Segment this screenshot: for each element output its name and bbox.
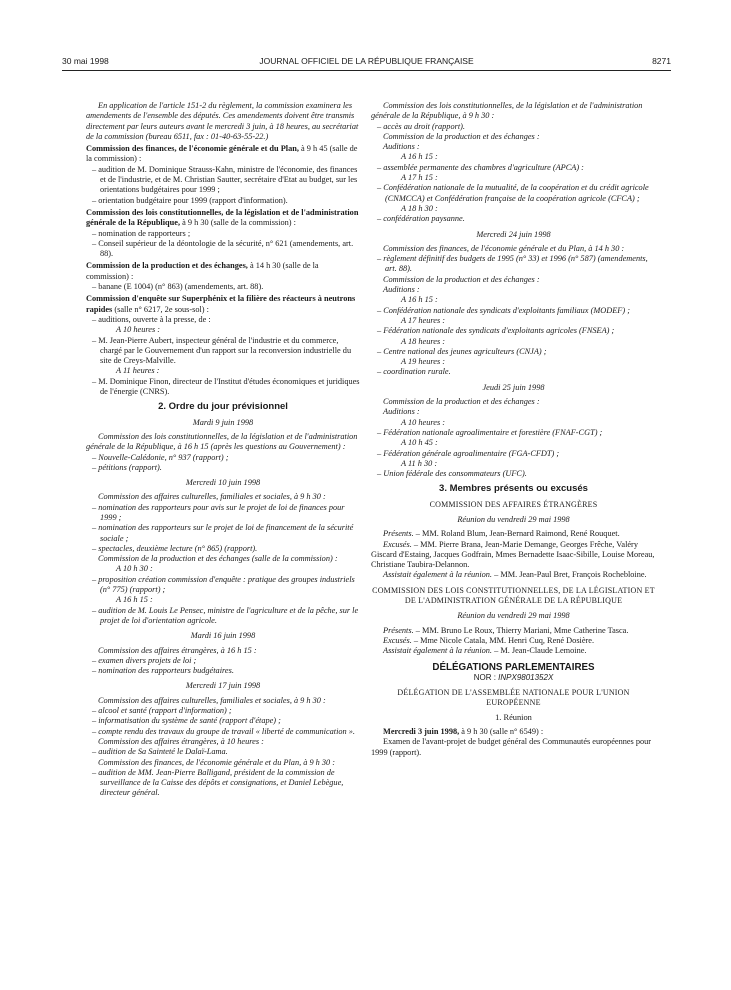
time-label: A 16 h 15 : [116, 595, 153, 605]
date-heading: Mercredi 24 juin 1998 [476, 229, 551, 239]
time-label: A 10 heures : [401, 417, 446, 427]
list-item: – examen divers projets de loi ; [92, 655, 197, 665]
journal-title: JOURNAL OFFICIEL DE LA RÉPUBLIQUE FRANÇAISE [259, 56, 474, 66]
commission-line: Commission des lois constitutionnelles, de la législation et de l'administration générale de la République, à 9 h 30 : [371, 101, 643, 121]
list-item: – nomination des rapporteurs pour avis sur le projet de loi de finances pour 1999 ; [92, 502, 345, 522]
list-item: – Confédération nationale des syndicats d'exploitants familiaux (MODEF) ; [377, 305, 630, 315]
list-item: – Confédération nationale de la mutualité, de la coopération et du crédit agricole (CNMCCA) et Confédération française de la coopération agricole (CFCA) ; [377, 183, 649, 203]
commission-line: Commission des affaires culturelles, familiales et sociales, à 9 h 30 : [98, 695, 326, 705]
delegation-caps: DÉLÉGATION DE L'ASSEMBLÉE NATIONALE POUR L'UNION EUROPÉENNE [397, 688, 630, 708]
left-column [86, 101, 360, 799]
time-label: A 16 h 15 : [401, 152, 438, 162]
commission-line: Commission des lois constitutionnelles, de la législation et de l'administration générale de la République, à 16 h 15 (après les questions au Gouvernement) : [86, 431, 358, 452]
assistait-line: Assistait également à la réunion. – M. Jean-Claude Lemoine. [383, 646, 587, 656]
date-heading: Mardi 16 juin 1998 [190, 631, 256, 641]
list-item: – Fédération nationale des syndicats d'exploitants agricoles (FNSEA) ; [377, 326, 615, 336]
list-item: – alcool et santé (rapport d'information) ; [92, 706, 232, 716]
list-item: – proposition création commission d'enquête : pratique des groupes industriels (n° 775) (rapport) ; [92, 574, 355, 595]
reunion-date: Réunion du vendredi 29 mai 1998 [457, 514, 570, 524]
list-item: – assemblée permanente des chambres d'agriculture (APCA) : [377, 162, 584, 172]
list-item: – Union fédérale des consommateurs (UFC). [377, 469, 527, 479]
time-label: A 11 h 30 : [401, 458, 438, 468]
finances-heading: Commission des finances, de l'économie générale et du Plan, à 9 h 45 (salle de la commission) : [86, 144, 358, 164]
list-item: – banane (E 1004) (n° 863) (amendements, art. 88). [92, 282, 264, 292]
time-label: A 10 h 45 : [401, 438, 438, 448]
auditions-label: Auditions : [383, 142, 420, 152]
list-item: – nomination de rapporteurs ; [92, 228, 191, 238]
time-label: A 11 heures : [116, 366, 160, 376]
list-item: – Nouvelle-Calédonie, n° 937 (rapport) ; [92, 452, 229, 462]
time-label: A 17 heures : [401, 315, 446, 325]
list-item: – orientation budgétaire pour 1999 (rapport d'information). [92, 195, 288, 205]
excuses-line: Excusés. – Mme Nicole Catala, MM. Henri Cuq, René Dosière. [383, 635, 595, 645]
commission-caps: COMMISSION DES LOIS CONSTITUTIONNELLES, DE LA LÉGISLATION ET DE L'ADMINISTRATION GÉNÉRALE DE LA RÉPUBLIQUE [372, 585, 655, 606]
time-label: A 18 h 30 : [401, 203, 438, 213]
presents-line: Présents. – MM. Roland Blum, Jean-Bernard Raimond, René Rouquet. [383, 529, 620, 539]
list-item: – confédération paysanne. [377, 214, 465, 224]
list-item: – audition de Sa Sainteté le Dalaï-Lama. [92, 747, 228, 757]
date-heading: Mercredi 10 juin 1998 [185, 478, 261, 488]
reunion-line: Mercredi 3 juin 1998, à 9 h 30 (salle n° 6549) : [383, 727, 544, 737]
assistait-line: Assistait également à la réunion. – MM. Jean-Paul Bret, François Rochebloine. [383, 570, 647, 580]
list-item: – M. Dominique Finon, directeur de l'Institut d'études économiques et juridiques de l'énergie (CNRS). [92, 376, 360, 397]
time-label: A 10 h 30 : [116, 564, 153, 574]
commission-line: Commission de la production et des échanges (salle de la commission) : [98, 554, 338, 564]
commission-line: Commission de la production et des échanges : [383, 397, 540, 407]
list-item: – auditions, ouverte à la presse, de : [92, 314, 211, 324]
time-label: A 16 h 15 : [401, 295, 438, 305]
date-heading: Mardi 9 juin 1998 [192, 417, 254, 427]
commission-line: Commission des finances, de l'économie générale et du Plan, à 14 h 30 : [383, 243, 625, 253]
commission-caps: COMMISSION DES AFFAIRES ÉTRANGÈRES [429, 499, 598, 509]
date-heading: Jeudi 25 juin 1998 [482, 382, 545, 392]
auditions-label: Auditions : [383, 407, 420, 417]
list-item: – pétitions (rapport). [92, 462, 162, 472]
commission-line: Commission des affaires étrangères, à 10 heures : [98, 736, 264, 746]
list-item: – coordination rurale. [377, 367, 451, 377]
page-header [62, 56, 671, 68]
ordre-heading: 2. Ordre du jour prévisionnel [158, 401, 288, 413]
list-item: – nomination des rapporteurs budgétaires. [92, 666, 234, 676]
list-item: – informatisation du système de santé (rapport d'étape) ; [92, 716, 281, 726]
production-heading: Commission de la production et des échanges, à 14 h 30 (salle de la commission) : [86, 261, 319, 281]
list-item: – nomination des rapporteurs sur le projet de loi de financement de la sécurité sociale ; [92, 523, 354, 543]
list-item: – accès au droit (rapport). [377, 121, 465, 131]
list-item: – Fédération nationale agroalimentaire et forestière (FNAF-CGT) ; [377, 427, 603, 437]
list-item: – audition de M. Louis Le Pensec, ministre de l'agriculture et de la pêche, sur le projet de loi d'orientation agricole. [92, 605, 359, 625]
list-item: – M. Jean-Pierre Aubert, inspecteur général de l'industrie et du commerce, chargé par le Gouvernement d'un rapport sur la reconversion industrielle du site de Creys-Malville. [92, 335, 352, 366]
nor-line: NOR : INPX9801352X [473, 672, 554, 682]
list-item: – Conseil supérieur de la déontologie de la sécurité, n° 621 (amendements, art. 88). [92, 238, 354, 259]
time-label: A 19 heures : [401, 357, 446, 367]
page-number: 8271 [652, 56, 671, 66]
time-label: A 10 heures : [116, 325, 161, 335]
commission-line: Commission de la production et des échanges : [383, 131, 540, 141]
commission-line: Commission de la production et des échanges : [383, 274, 540, 284]
auditions-label: Auditions : [383, 285, 420, 295]
date-heading: Mercredi 17 juin 1998 [185, 681, 261, 691]
list-item: – compte rendu des travaux du groupe de travail « liberté de communication ». [92, 726, 355, 736]
right-column [371, 101, 656, 758]
delegations-heading: DÉLÉGATIONS PARLEMENTAIRES [432, 661, 595, 673]
commission-line: Commission des affaires étrangères, à 16 h 15 : [98, 645, 257, 655]
commission-line: Commission des affaires culturelles, familiales et sociales, à 9 h 30 : [98, 492, 326, 502]
list-item: – audition de MM. Jean-Pierre Balligand, président de la commission de surveillance de la Caisse des dépôts et consignations, et Daniel Lebègue, directeur général. [92, 767, 344, 798]
commission-line: Commission des finances, de l'économie générale et du Plan, à 9 h 30 : [98, 757, 336, 767]
header-rule [62, 70, 671, 71]
time-label: A 17 h 15 : [401, 173, 438, 183]
reunion-date: Réunion du vendredi 29 mai 1998 [457, 611, 570, 621]
list-item: – spectacles, deuxième lecture (n° 865) (rapport). [92, 543, 258, 553]
list-item: – Centre national des jeunes agriculteurs (CNJA) ; [377, 346, 547, 356]
reunion-text: Examen de l'avant-projet de budget général des Communautés européennes pour 1999 (rapport). [371, 737, 652, 757]
lois-heading: Commission des lois constitutionnelles, de la législation et de l'administration générale de la République, à 9 h 30 (salle de la commission) : [86, 207, 359, 228]
list-item: – règlement définitif des budgets de 1995 (n° 33) et 1996 (n° 587) (amendements, art. 88). [377, 254, 648, 274]
intro-paragraph: En application de l'article 151-2 du règlement, la commission examinera les amendements de l'ensemble des députés. Ces amendements doivent être transmis directement par leurs auteurs avant le mercredi 3 juin, à 18 heures, au secrétariat de la commission (bureau 6511, fax : 01-40-63-55-22.) [86, 101, 359, 141]
presents-line: Présents. – MM. Bruno Le Roux, Thierry Mariani, Mme Catherine Tasca. [383, 625, 629, 635]
list-item: – Fédération générale agroalimentaire (FGA-CFDT) ; [377, 448, 560, 458]
time-label: A 18 heures : [401, 336, 446, 346]
enquete-heading: Commission d'enquête sur Superphénix et la filière des réacteurs à neutrons rapides (salle n° 6217, 2e sous-sol) : [86, 294, 356, 314]
header-date: 30 mai 1998 [62, 56, 109, 66]
reunion-heading: 1. Réunion [495, 712, 532, 722]
membres-heading: 3. Membres présents ou excusés [439, 483, 588, 495]
list-item: – audition de M. Dominique Strauss-Kahn, ministre de l'économie, des finances et de l'industrie, et de M. Christian Sautter, secrétaire d'Etat au budget, sur les orientations budgétaires pour 1999 ; [92, 164, 358, 195]
excuses-line: Excusés. – MM. Pierre Brana, Jean-Marie Demange, Georges Frêche, Valéry Giscard d'Estaing, Jacques Godfrain, Mmes Bernadette Isaac-Sibille, Louise Moreau, Christiane Taubira-Delannon. [371, 539, 655, 570]
